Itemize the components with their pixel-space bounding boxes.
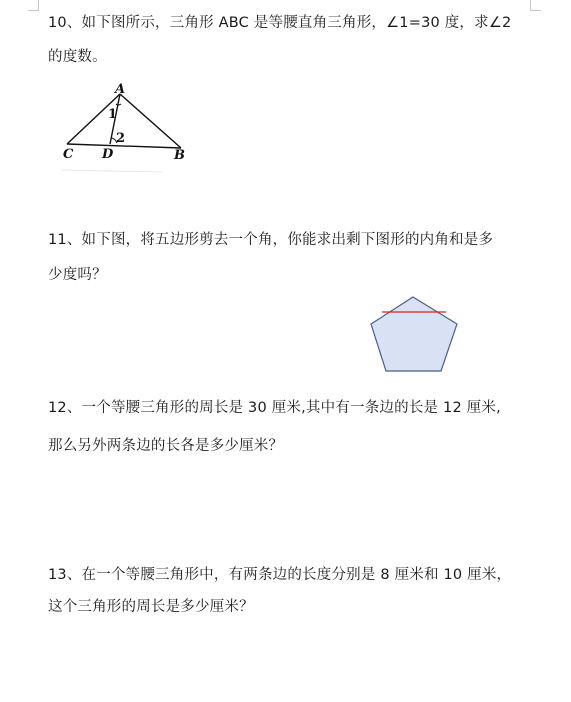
question-11-text-line-1: 11、如下图，将五边形剪去一个角，你能求出剩下图形的内角和是多 [48,232,494,248]
pentagon-shape [371,297,457,371]
angle-label-2: 2 [116,131,126,146]
question-12-text-line-1: 12、一个等腰三角形的周长是 30 厘米,其中有一条边的长是 12 厘米, [48,400,501,416]
question-11-text-line-2: 少度吗？ [48,267,107,283]
question-10-triangle-figure [44,80,204,180]
vertex-label-a: A [115,82,126,97]
triangle-side-ab [120,94,181,148]
page-corner-mark-right [530,0,541,11]
question-11-pentagon-figure [366,294,462,374]
vertex-label-b: B [174,148,185,163]
vertex-label-c: C [63,147,74,162]
question-10-text-line-1: 10、如下图所示，三角形 ABC 是等腰直角三角形，∠1=30 度，求∠2 [48,15,512,31]
question-12-text-line-2: 那么另外两条边的长各是多少厘米？ [48,438,284,454]
question-13-text-line-1: 13、在一个等腰三角形中，有两条边的长度分别是 8 厘米和 10 厘米， [48,567,512,583]
question-13-text-line-2: 这个三角形的周长是多少厘米？ [48,599,254,615]
angle-label-1: 1 [108,107,118,122]
faint-baseline [62,170,162,172]
question-10-text-line-2: 的度数。 [48,49,107,65]
page-corner-mark-left [28,0,39,11]
point-label-d: D [102,147,114,162]
